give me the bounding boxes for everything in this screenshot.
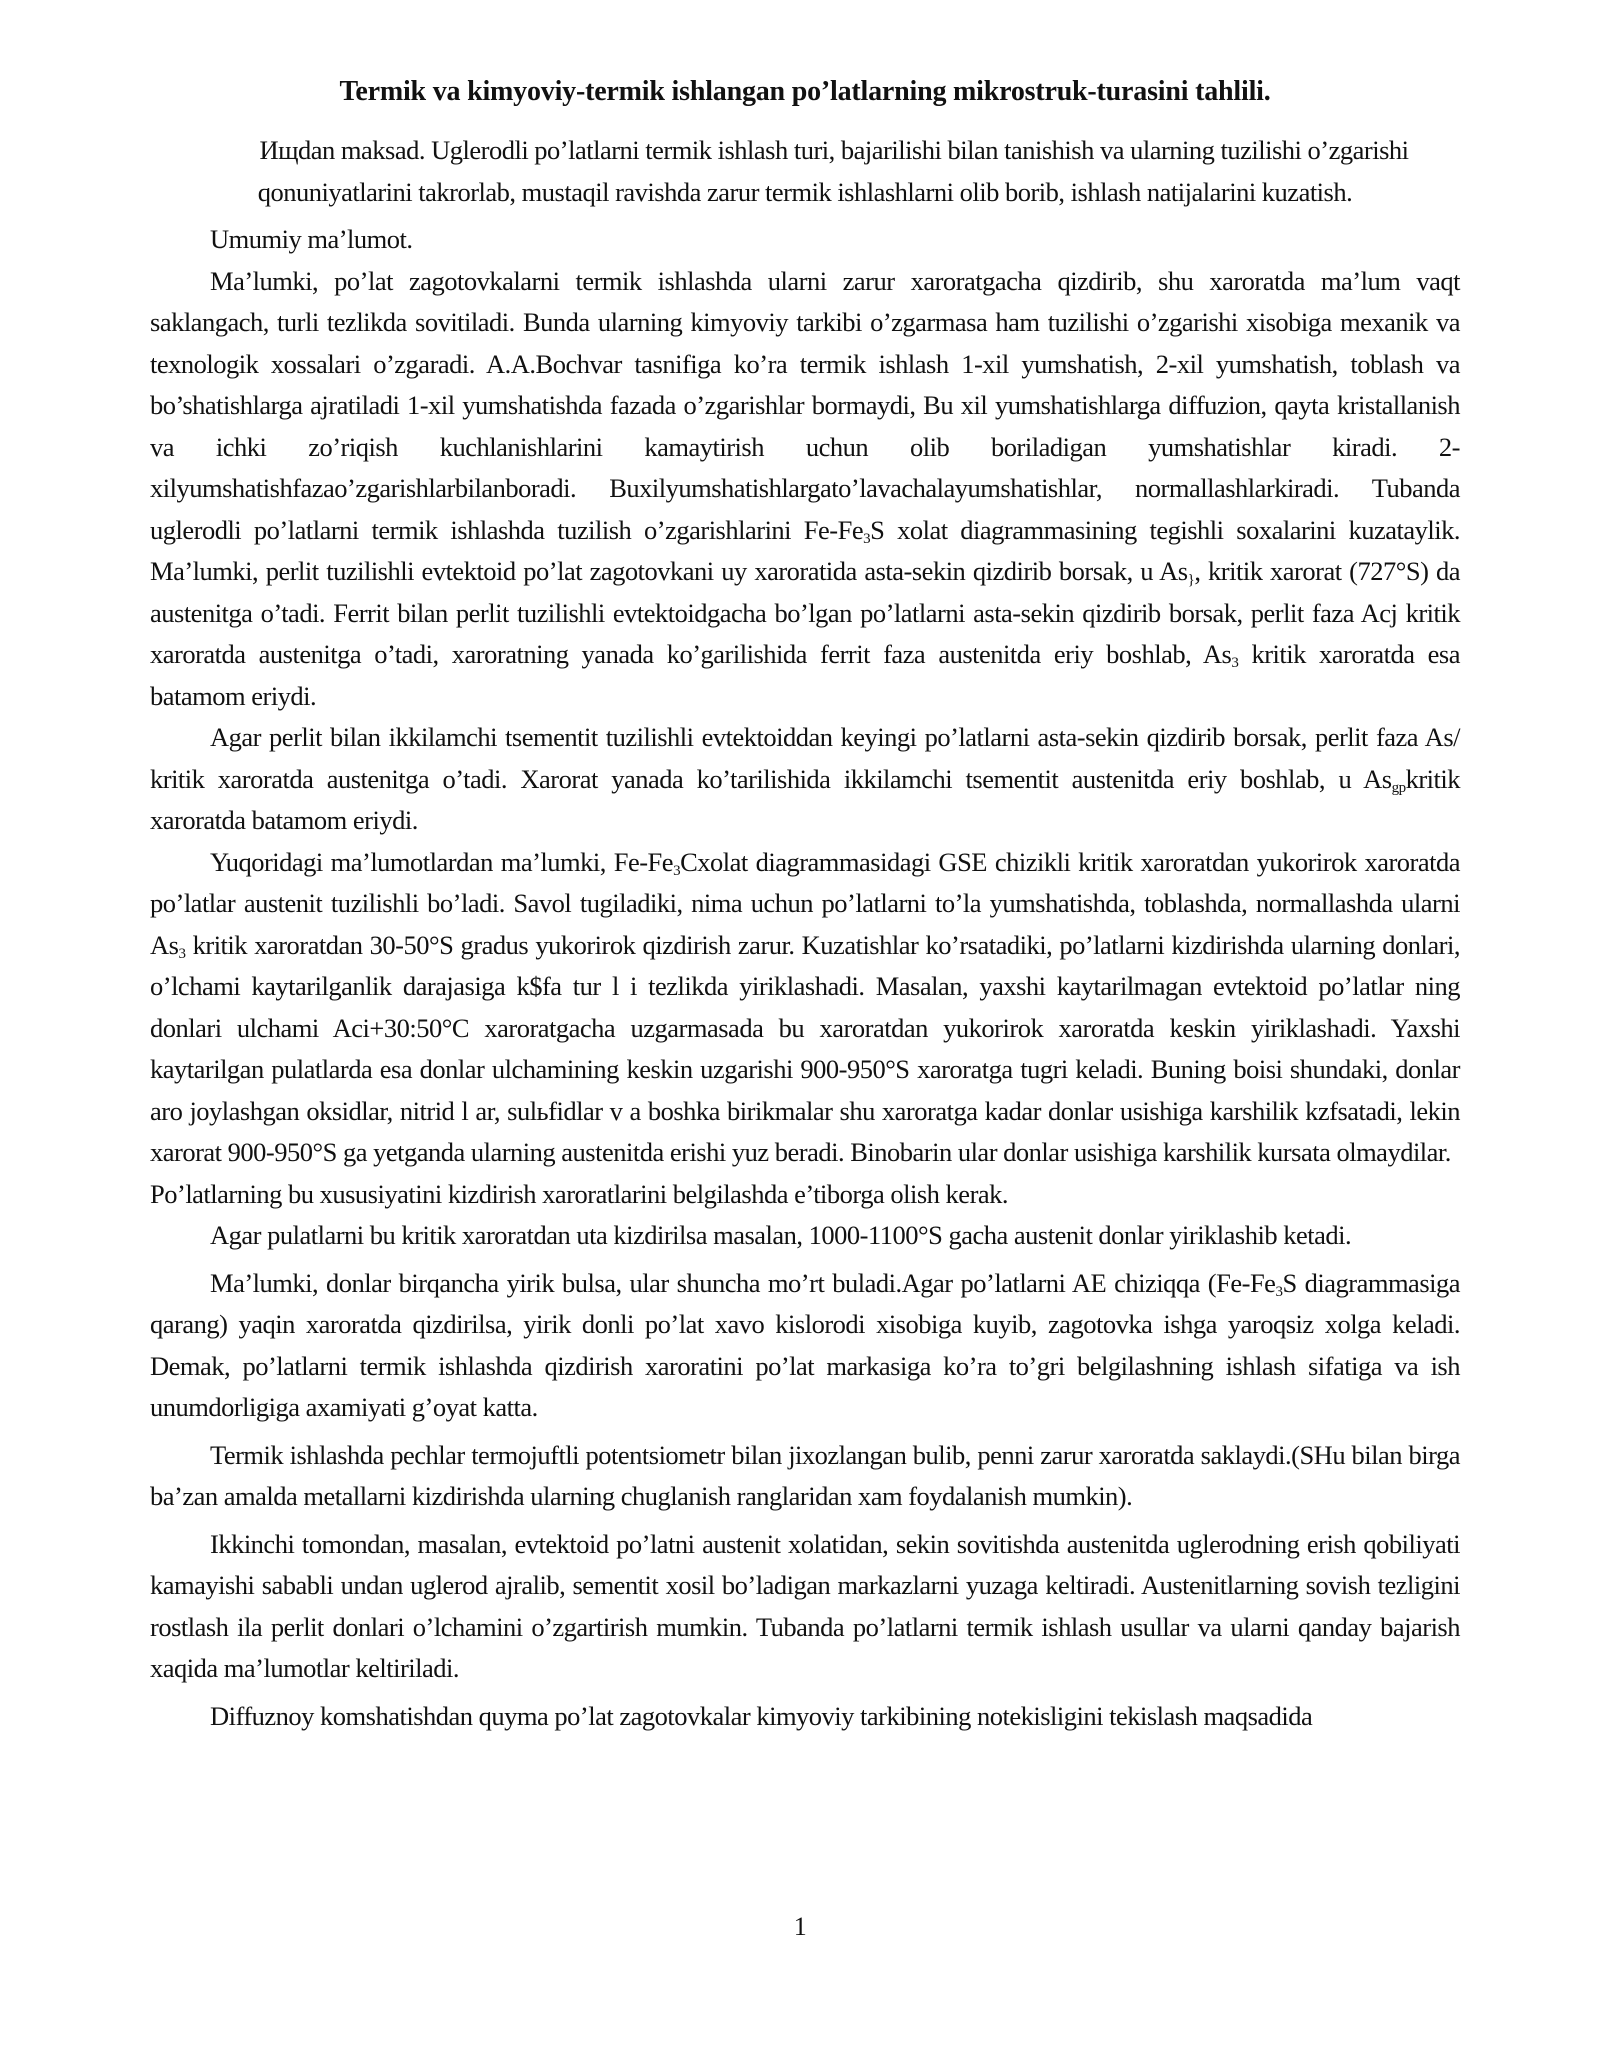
paragraph-9: Diffuznoy komshatishdan quyma po’lat zagotovkalar kimyoviy tarkibining notekisligini tekislash maqsadida [210,1700,1313,1731]
paragraph-1: Ma’lumki, po’lat zagotovkalarni termik ishlashda ularni zarur xaroratgacha qizdirib, shu xaroratda ma’lum vaqt saklangach, turli tezlikda sovitiladi. Bunda ularning kimyoviy tarkibi o’zgarmasa ham tuzilishi o’zgarishi xisobiga mexanik va texnologik xossalari o’zgaradi. A.A.Bochvar tasnifiga ko’ra termik ishlash 1-xil yumshatish, 2-xil yumshatish, toblash va bo’shatishlarga ajratiladi 1-xil yumshatishda fazada o’zgarishlar bormaydi, Bu xil yumshatishlarga diffuzion, qayta kristallanish va ichki zo’riqish kuchlanishlarini kamaytirish uchun olib boriladigan yumshatishlar kiradi. 2-xilyumshatishfazao’zgarishlarbilanboradi. Buxilyumshatishlargato’lavachalayumshatishlar, normallashlarkiradi. Tubanda uglerodli po’latlarni termik ishlashda tuzilish o’zgarishlarini $Fe-Fe_3S$ xolat diagrammasining tegishli soxalarini kuzataylik. Ma’lumki, perlit tuzilishli evtektoid po’lat zagotovkani uy xaroratida asta-sekin qizdirib borsak, u $As_{\}}$, kritik xarorat (727°S) da austenitga o’tadi. Ferrit bilan perlit tuzilishli evtektoidgacha bo’lgan po’latlarni asta-sekin qizdirib borsak, perlit faza Acj kritik xaroratda austenitga o’tadi, xaroratning yanada ko’garilishida ferrit faza austenitda eriy boshlab, $As_3$ kritik xaroratda esa batamom eriydi. [150,265,1461,711]
paragraph-3: Yuqoridagi ma’lumotlardan ma’lumki, $Fe-Fe_3Cxolat$ diagrammasidagi GSE chizikli kritik xaroratdan yukorirok xaroratda po’latlar austenit tuzilishli bo’ladi. Savol tugiladiki, nima uchun po’latlarni to’la yumshatishda, toblashda, normallashda ularni $As_3$ kritik xaroratdan 30-50°S gradus yukorirok qizdirish zarur. Kuzatishlar ko’rsatadiki, po’latlarni kizdirishda ularning donlari, o’lchami kaytarilganlik darajasiga k$fa tur l i tezlikda yiriklashadi. Masalan, yaxshi kaytarilmagan evtektoid po’latlar ning donlari ulchami Aci+30:50°C xaroratgacha uzgarmasada bu xaroratdan yukorirok xaroratda keskin yiriklashadi. Yaxshi kaytarilgan pulatlarda esa donlar ulchamining keskin uzgarishi 900-950°S xaroratga tugri keladi. Buning boisi shundaki, donlar aro joylashgan oksidlar, nitrid l ar, sulьfidlar v a boshka birikmalar shu xaroratga kadar donlar usishiga karshilik kzfsatadi, lekin xarorat 900-950°S ga yetganda ularning austenitda erishi yuz beradi. Binobarin ular donlar usishiga karshilik kursata olmaydilar. [150,846,1461,1167]
section-heading: Umumiy ma’lumot. [210,224,413,254]
document-title: Termik va kimyoviy-termik ishlangan po’latlarning mikrostruk-turasini tahlili. [339,76,1271,107]
page-number: 1 [793,1912,807,1941]
paragraph-6: Ma’lumki, donlar birqancha yirik bulsa, ular shuncha mo’rt buladi.Agar po’latlarni AE chiziqqa ($Fe-Fe_3S$ diagrammasiga qarang) yaqin xaroratda qizdirilsa, yirik donli po’lat xavo kislorodi xisobiga kuyib, zagotovka ishga yaroqsiz xolga keladi. Demak, po’latlarni termik ishlashda qizdirish xaroratini po’lat markasiga ko’ra to’gri belgilashning ishlash sifatiga va ish unumdorligiga axamiyati g’oyat katta. [150,1267,1461,1422]
goal-paragraph: Ищdan maksad. Uglerodli po’latlarni termik ishlash turi, bajarilishi bilan tanishish va ularning tuzilishi o’zgarishi qonuniyatlarini takrorlab, mustaqil ravishda zarur termik ishlashlarni olib borib, ishlash natijalarini kuzatish. [257,135,1409,207]
paragraph-4: Po’latlarning bu xususiyatini kizdirish xaroratlarini belgilashda e’tiborga olish kerak. [150,1178,1009,1209]
paragraph-7: Termik ishlashda pechlar termojuftli potentsiometr bilan jixozlangan bulib, penni zarur xaroratda saklaydi.(SHu bilan birga ba’zan amalda metallarni kizdirishda ularning chuglanish ranglaridan xam foydalanish mumkin). [150,1439,1460,1511]
paragraph-5: Agar pulatlarni bu kritik xaroratdan uta kizdirilsa masalan, 1000-1100°S gacha austenit donlar yiriklashib ketadi. [210,1220,1352,1250]
paragraph-2: Agar perlit bilan ikkilamchi tsementit tuzilishli evtektoiddan keyingi po’latlarni asta-sekin qizdirib borsak, perlit faza As/ kritik xaroratda austenitga o’tadi. Xarorat yanada ko’tarilishida ikkilamchi tsementit austenitda eriy boshlab, u $As_{gp}kritik$ xaroratda batamom eriydi. [150,722,1460,835]
paragraph-8: Ikkinchi tomondan, masalan, evtektoid po’latni austenit xolatidan, sekin sovitishda austenitda uglerodning erish qobiliyati kamayishi sababli undan uglerod ajralib, sementit xosil bo’ladigan markazlarni yuzaga keltiradi. Austenitlarning sovish tezligini rostlash ila perlit donlari o’lchamini o’zgartirish mumkin. Tubanda po’latlarni termik ishlash usullar va ularni qanday bajarish xaqida ma’lumotlar keltiriladi. [150,1528,1460,1683]
